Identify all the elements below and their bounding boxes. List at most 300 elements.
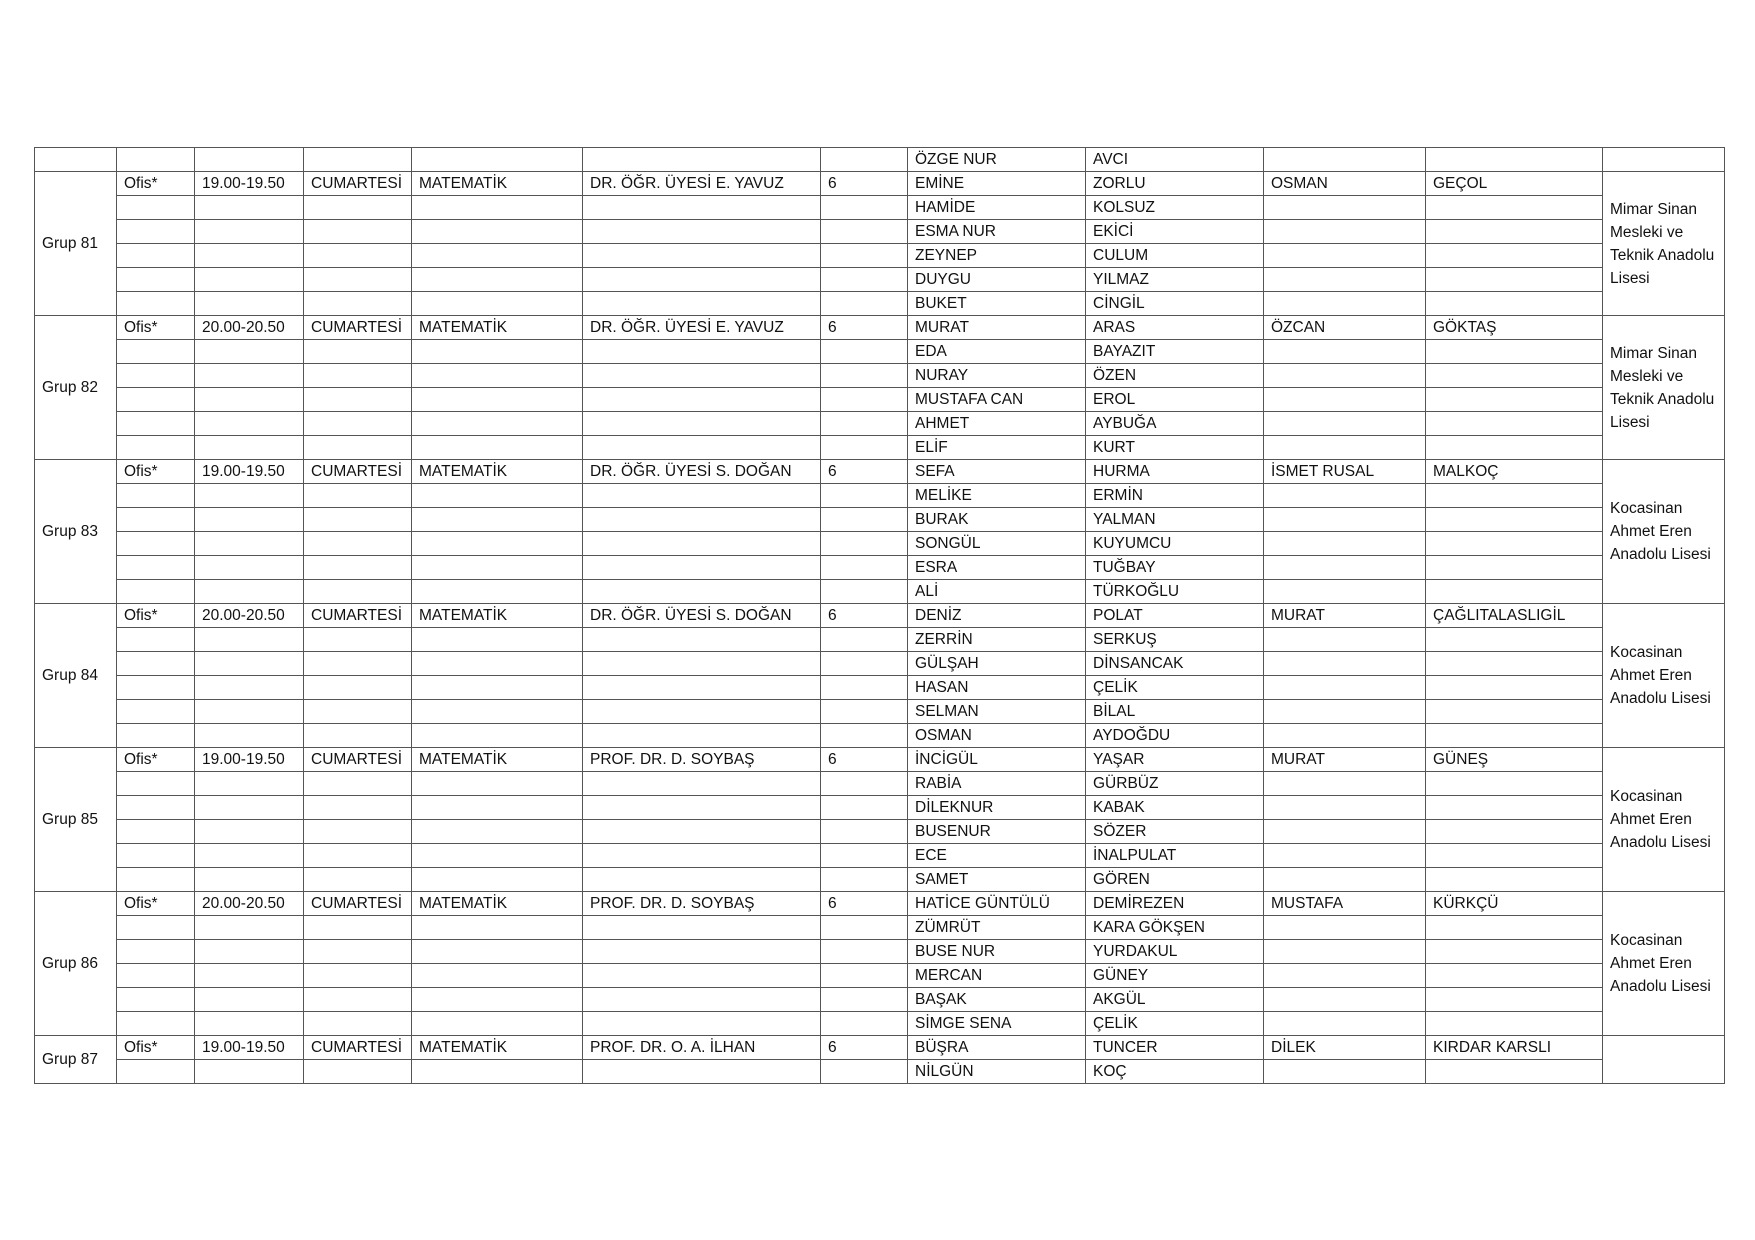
student-last-name: AKGÜL: [1086, 988, 1264, 1012]
day-cell: [304, 820, 412, 844]
teacher-cell: DR. ÖĞR. ÜYESİ S. DOĞAN: [583, 460, 821, 484]
course-cell: [412, 964, 583, 988]
course-cell: MATEMATİK: [412, 1036, 583, 1060]
mentor-first-name: [1264, 988, 1426, 1012]
mentor-first-name: MURAT: [1264, 748, 1426, 772]
day-cell: [304, 148, 412, 172]
mentor-first-name: [1264, 580, 1426, 604]
student-first-name: ALİ: [908, 580, 1086, 604]
course-cell: [412, 1060, 583, 1084]
teacher-cell: PROF. DR. D. SOYBAŞ: [583, 748, 821, 772]
student-last-name: TUĞBAY: [1086, 556, 1264, 580]
student-last-name: SERKUŞ: [1086, 628, 1264, 652]
location-cell: [117, 364, 195, 388]
time-cell: 20.00-20.50: [195, 316, 304, 340]
student-last-name: İNALPULAT: [1086, 844, 1264, 868]
count-cell: 6: [821, 316, 908, 340]
teacher-cell: [583, 844, 821, 868]
student-first-name: ELİF: [908, 436, 1086, 460]
mentor-last-name: [1426, 148, 1603, 172]
location-cell: [117, 916, 195, 940]
teacher-cell: [583, 1012, 821, 1036]
student-last-name: KABAK: [1086, 796, 1264, 820]
count-cell: [821, 244, 908, 268]
student-last-name: EROL: [1086, 388, 1264, 412]
count-cell: [821, 508, 908, 532]
mentor-first-name: [1264, 292, 1426, 316]
mentor-first-name: [1264, 1012, 1426, 1036]
location-cell: Ofis*: [117, 460, 195, 484]
student-first-name: MUSTAFA CAN: [908, 388, 1086, 412]
student-first-name: HAMİDE: [908, 196, 1086, 220]
time-cell: [195, 340, 304, 364]
day-cell: [304, 580, 412, 604]
day-cell: [304, 868, 412, 892]
student-last-name: AYBUĞA: [1086, 412, 1264, 436]
day-cell: CUMARTESİ: [304, 748, 412, 772]
teacher-cell: PROF. DR. D. SOYBAŞ: [583, 892, 821, 916]
teacher-cell: [583, 820, 821, 844]
table-row: [35, 940, 1725, 964]
student-first-name: DENİZ: [908, 604, 1086, 628]
mentor-first-name: [1264, 508, 1426, 532]
day-cell: [304, 340, 412, 364]
course-cell: [412, 412, 583, 436]
table-row: [35, 988, 1725, 1012]
table-row: [35, 772, 1725, 796]
teacher-cell: [583, 484, 821, 508]
teacher-cell: [583, 796, 821, 820]
student-first-name: DUYGU: [908, 268, 1086, 292]
count-cell: 6: [821, 172, 908, 196]
teacher-cell: [583, 772, 821, 796]
student-last-name: KARA GÖKŞEN: [1086, 916, 1264, 940]
time-cell: 20.00-20.50: [195, 604, 304, 628]
table-row: [35, 340, 1725, 364]
time-cell: [195, 580, 304, 604]
student-first-name: MELİKE: [908, 484, 1086, 508]
course-cell: [412, 244, 583, 268]
student-last-name: BAYAZIT: [1086, 340, 1264, 364]
course-cell: [412, 148, 583, 172]
course-cell: [412, 724, 583, 748]
count-cell: [821, 796, 908, 820]
count-cell: [821, 148, 908, 172]
student-first-name: DİLEKNUR: [908, 796, 1086, 820]
teacher-cell: [583, 988, 821, 1012]
student-first-name: BUSE NUR: [908, 940, 1086, 964]
day-cell: CUMARTESİ: [304, 172, 412, 196]
mentor-first-name: [1264, 868, 1426, 892]
mentor-first-name: [1264, 820, 1426, 844]
teacher-cell: [583, 388, 821, 412]
student-last-name: KOLSUZ: [1086, 196, 1264, 220]
time-cell: [195, 820, 304, 844]
table-row: [35, 652, 1725, 676]
location-cell: Ofis*: [117, 316, 195, 340]
mentor-first-name: [1264, 724, 1426, 748]
count-cell: 6: [821, 892, 908, 916]
mentor-first-name: [1264, 700, 1426, 724]
student-first-name: EMİNE: [908, 172, 1086, 196]
table-row: [35, 916, 1725, 940]
course-cell: [412, 508, 583, 532]
mentor-last-name: [1426, 868, 1603, 892]
location-cell: [117, 1012, 195, 1036]
count-cell: [821, 556, 908, 580]
course-cell: MATEMATİK: [412, 460, 583, 484]
count-cell: [821, 580, 908, 604]
student-first-name: BÜŞRA: [908, 1036, 1086, 1060]
mentor-first-name: [1264, 628, 1426, 652]
course-cell: [412, 700, 583, 724]
student-last-name: ARAS: [1086, 316, 1264, 340]
location-cell: [117, 388, 195, 412]
teacher-cell: [583, 292, 821, 316]
student-first-name: ZÜMRÜT: [908, 916, 1086, 940]
teacher-cell: [583, 148, 821, 172]
count-cell: [821, 868, 908, 892]
mentor-last-name: GÜNEŞ: [1426, 748, 1603, 772]
mentor-last-name: [1426, 412, 1603, 436]
mentor-last-name: [1426, 388, 1603, 412]
school-cell: [1603, 148, 1725, 172]
day-cell: [304, 772, 412, 796]
day-cell: [304, 436, 412, 460]
day-cell: [304, 676, 412, 700]
table-row: [35, 436, 1725, 460]
table-row: [35, 844, 1725, 868]
course-cell: [412, 652, 583, 676]
day-cell: [304, 652, 412, 676]
student-first-name: ZEYNEP: [908, 244, 1086, 268]
student-last-name: CULUM: [1086, 244, 1264, 268]
table-row: [35, 628, 1725, 652]
time-cell: [195, 700, 304, 724]
mentor-first-name: [1264, 796, 1426, 820]
mentor-last-name: [1426, 364, 1603, 388]
time-cell: [195, 148, 304, 172]
teacher-cell: [583, 724, 821, 748]
location-cell: Ofis*: [117, 172, 195, 196]
teacher-cell: [583, 700, 821, 724]
time-cell: [195, 628, 304, 652]
time-cell: [195, 1060, 304, 1084]
table-row: [35, 388, 1725, 412]
time-cell: 19.00-19.50: [195, 460, 304, 484]
mentor-first-name: [1264, 676, 1426, 700]
course-cell: [412, 268, 583, 292]
time-cell: [195, 844, 304, 868]
location-cell: [117, 940, 195, 964]
table-row: [35, 172, 1725, 196]
time-cell: [195, 532, 304, 556]
mentor-last-name: [1426, 580, 1603, 604]
day-cell: [304, 196, 412, 220]
teacher-cell: [583, 940, 821, 964]
location-cell: [117, 844, 195, 868]
day-cell: [304, 292, 412, 316]
student-first-name: BAŞAK: [908, 988, 1086, 1012]
time-cell: [195, 652, 304, 676]
location-cell: [117, 700, 195, 724]
mentor-last-name: [1426, 508, 1603, 532]
location-cell: [117, 268, 195, 292]
time-cell: [195, 676, 304, 700]
location-cell: [117, 196, 195, 220]
location-cell: [117, 580, 195, 604]
count-cell: [821, 652, 908, 676]
day-cell: [304, 916, 412, 940]
mentor-last-name: [1426, 244, 1603, 268]
student-last-name: KUYUMCU: [1086, 532, 1264, 556]
time-cell: [195, 484, 304, 508]
course-cell: [412, 676, 583, 700]
course-cell: [412, 220, 583, 244]
mentor-last-name: [1426, 196, 1603, 220]
location-cell: Ofis*: [117, 604, 195, 628]
teacher-cell: [583, 196, 821, 220]
location-cell: [117, 724, 195, 748]
table-row: [35, 676, 1725, 700]
student-first-name: HATİCE GÜNTÜLÜ: [908, 892, 1086, 916]
table-row: [35, 1060, 1725, 1084]
teacher-cell: PROF. DR. O. A. İLHAN: [583, 1036, 821, 1060]
mentor-first-name: [1264, 484, 1426, 508]
time-cell: [195, 940, 304, 964]
location-cell: [117, 988, 195, 1012]
mentor-last-name: GÖKTAŞ: [1426, 316, 1603, 340]
day-cell: CUMARTESİ: [304, 604, 412, 628]
count-cell: [821, 772, 908, 796]
location-cell: Ofis*: [117, 748, 195, 772]
day-cell: CUMARTESİ: [304, 892, 412, 916]
location-cell: [117, 772, 195, 796]
teacher-cell: [583, 220, 821, 244]
table-row: [35, 292, 1725, 316]
mentor-last-name: [1426, 772, 1603, 796]
table-row: [35, 796, 1725, 820]
count-cell: [821, 292, 908, 316]
teacher-cell: [583, 556, 821, 580]
mentor-last-name: [1426, 964, 1603, 988]
student-last-name: YURDAKUL: [1086, 940, 1264, 964]
mentor-last-name: [1426, 436, 1603, 460]
mentor-first-name: [1264, 340, 1426, 364]
table-row: [35, 220, 1725, 244]
day-cell: [304, 628, 412, 652]
mentor-first-name: MUSTAFA: [1264, 892, 1426, 916]
student-last-name: ÇELİK: [1086, 1012, 1264, 1036]
mentor-last-name: [1426, 844, 1603, 868]
mentor-last-name: [1426, 724, 1603, 748]
teacher-cell: [583, 364, 821, 388]
day-cell: [304, 220, 412, 244]
mentor-first-name: [1264, 196, 1426, 220]
mentor-last-name: MALKOÇ: [1426, 460, 1603, 484]
time-cell: [195, 196, 304, 220]
mentor-first-name: [1264, 388, 1426, 412]
table-row: [35, 892, 1725, 916]
table-row: [35, 532, 1725, 556]
location-cell: [117, 508, 195, 532]
mentor-last-name: [1426, 652, 1603, 676]
day-cell: [304, 364, 412, 388]
time-cell: [195, 988, 304, 1012]
count-cell: [821, 412, 908, 436]
course-cell: [412, 388, 583, 412]
student-last-name: DEMİREZEN: [1086, 892, 1264, 916]
course-cell: [412, 772, 583, 796]
course-cell: [412, 1012, 583, 1036]
student-first-name: ESMA NUR: [908, 220, 1086, 244]
mentor-first-name: [1264, 244, 1426, 268]
day-cell: [304, 412, 412, 436]
count-cell: 6: [821, 604, 908, 628]
mentor-last-name: [1426, 268, 1603, 292]
table-row: [35, 484, 1725, 508]
day-cell: [304, 388, 412, 412]
teacher-cell: [583, 676, 821, 700]
mentor-first-name: ÖZCAN: [1264, 316, 1426, 340]
table-row: [35, 964, 1725, 988]
day-cell: [304, 724, 412, 748]
mentor-last-name: [1426, 676, 1603, 700]
mentor-first-name: [1264, 268, 1426, 292]
count-cell: [821, 916, 908, 940]
student-last-name: SÖZER: [1086, 820, 1264, 844]
teacher-cell: DR. ÖĞR. ÜYESİ E. YAVUZ: [583, 172, 821, 196]
course-cell: [412, 820, 583, 844]
course-cell: MATEMATİK: [412, 316, 583, 340]
student-last-name: TUNCER: [1086, 1036, 1264, 1060]
mentor-first-name: [1264, 556, 1426, 580]
count-cell: [821, 700, 908, 724]
course-cell: [412, 532, 583, 556]
course-cell: MATEMATİK: [412, 748, 583, 772]
table-row: [35, 556, 1725, 580]
mentor-first-name: OSMAN: [1264, 172, 1426, 196]
location-cell: [117, 964, 195, 988]
course-cell: [412, 844, 583, 868]
location-cell: [117, 340, 195, 364]
mentor-first-name: [1264, 532, 1426, 556]
student-first-name: SAMET: [908, 868, 1086, 892]
location-cell: [117, 412, 195, 436]
course-cell: [412, 340, 583, 364]
teacher-cell: [583, 268, 821, 292]
count-cell: [821, 268, 908, 292]
teacher-cell: [583, 868, 821, 892]
table-row: [35, 508, 1725, 532]
mentor-first-name: DİLEK: [1264, 1036, 1426, 1060]
time-cell: [195, 556, 304, 580]
day-cell: [304, 508, 412, 532]
mentor-last-name: [1426, 796, 1603, 820]
table-row: [35, 244, 1725, 268]
day-cell: [304, 796, 412, 820]
mentor-last-name: [1426, 220, 1603, 244]
mentor-first-name: [1264, 772, 1426, 796]
teacher-cell: DR. ÖĞR. ÜYESİ E. YAVUZ: [583, 316, 821, 340]
school-cell: Kocasinan Ahmet Eren Anadolu Lisesi: [1603, 892, 1725, 1036]
student-first-name: ESRA: [908, 556, 1086, 580]
mentor-last-name: [1426, 988, 1603, 1012]
mentor-first-name: [1264, 148, 1426, 172]
table-row: [35, 700, 1725, 724]
day-cell: [304, 1012, 412, 1036]
count-cell: [821, 340, 908, 364]
count-cell: [821, 964, 908, 988]
student-last-name: YILMAZ: [1086, 268, 1264, 292]
teacher-cell: [583, 628, 821, 652]
count-cell: [821, 484, 908, 508]
table-row: [35, 724, 1725, 748]
student-first-name: HASAN: [908, 676, 1086, 700]
time-cell: 20.00-20.50: [195, 892, 304, 916]
day-cell: [304, 844, 412, 868]
student-last-name: ZORLU: [1086, 172, 1264, 196]
day-cell: [304, 988, 412, 1012]
count-cell: 6: [821, 460, 908, 484]
day-cell: [304, 532, 412, 556]
student-last-name: KURT: [1086, 436, 1264, 460]
student-first-name: BURAK: [908, 508, 1086, 532]
count-cell: [821, 388, 908, 412]
school-cell: Mimar Sinan Mesleki ve Teknik Anadolu Lisesi: [1603, 316, 1725, 460]
location-cell: [117, 1060, 195, 1084]
time-cell: [195, 388, 304, 412]
school-cell: Kocasinan Ahmet Eren Anadolu Lisesi: [1603, 604, 1725, 748]
location-cell: [117, 292, 195, 316]
group-label: Grup 87: [35, 1036, 117, 1084]
time-cell: [195, 916, 304, 940]
student-last-name: KOÇ: [1086, 1060, 1264, 1084]
school-cell: [1603, 1036, 1725, 1084]
count-cell: [821, 988, 908, 1012]
mentor-last-name: [1426, 628, 1603, 652]
mentor-last-name: [1426, 532, 1603, 556]
day-cell: [304, 556, 412, 580]
student-first-name: OSMAN: [908, 724, 1086, 748]
count-cell: [821, 676, 908, 700]
student-last-name: EKİCİ: [1086, 220, 1264, 244]
student-last-name: POLAT: [1086, 604, 1264, 628]
student-last-name: GÜNEY: [1086, 964, 1264, 988]
location-cell: [117, 556, 195, 580]
teacher-cell: [583, 412, 821, 436]
mentor-first-name: [1264, 364, 1426, 388]
student-first-name: ÖZGE NUR: [908, 148, 1086, 172]
mentor-last-name: [1426, 916, 1603, 940]
student-first-name: RABİA: [908, 772, 1086, 796]
student-last-name: YALMAN: [1086, 508, 1264, 532]
teacher-cell: [583, 340, 821, 364]
location-cell: [117, 484, 195, 508]
location-cell: Ofis*: [117, 1036, 195, 1060]
mentor-last-name: KÜRKÇÜ: [1426, 892, 1603, 916]
student-first-name: GÜLŞAH: [908, 652, 1086, 676]
student-last-name: BİLAL: [1086, 700, 1264, 724]
student-last-name: AYDOĞDU: [1086, 724, 1264, 748]
student-last-name: YAŞAR: [1086, 748, 1264, 772]
mentor-first-name: [1264, 916, 1426, 940]
table-row: [35, 1036, 1725, 1060]
time-cell: [195, 508, 304, 532]
table-row: [35, 820, 1725, 844]
group-label: Grup 84: [35, 604, 117, 748]
day-cell: [304, 484, 412, 508]
